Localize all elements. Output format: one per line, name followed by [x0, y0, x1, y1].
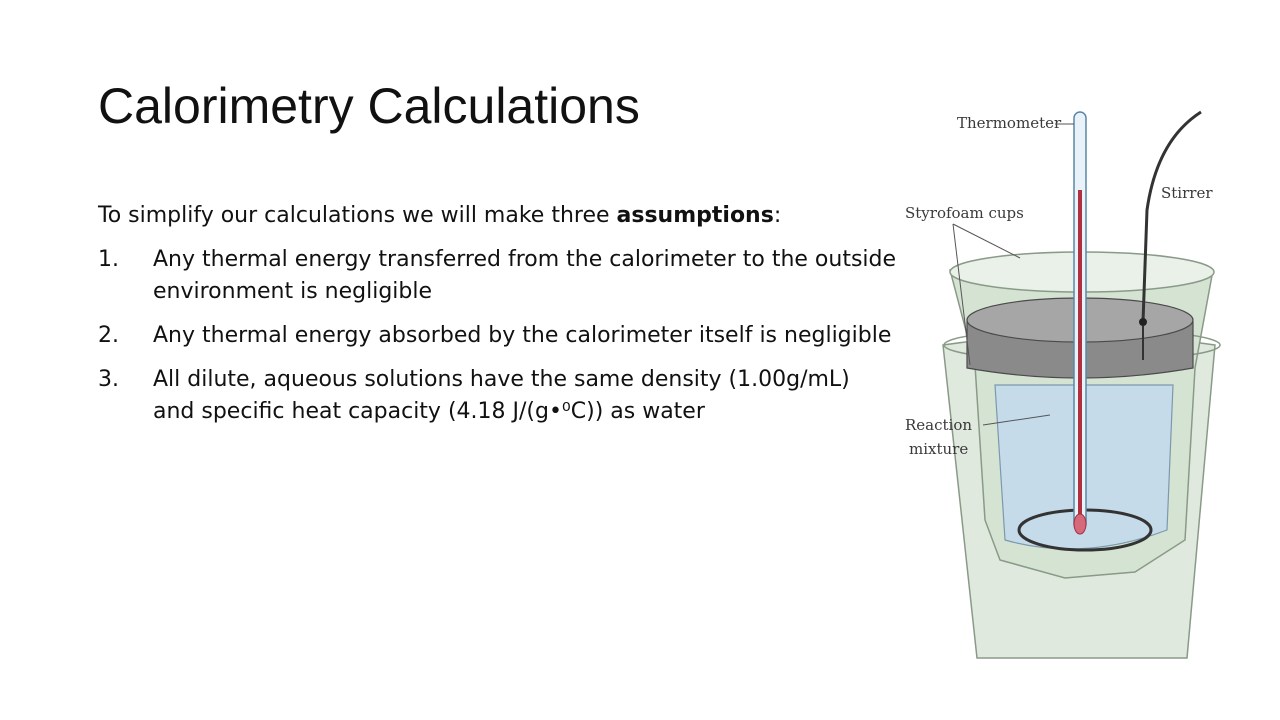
list-item-text: Any thermal energy transferred from the calorimeter to the outside environment is negligible: [153, 247, 897, 304]
slide-body: [98, 200, 898, 440]
label-reaction-1: Reaction: [905, 416, 973, 434]
leader-styrofoam-1: [953, 224, 1020, 258]
label-reaction-2: mixture: [909, 440, 969, 458]
slide-title: Calorimetry Calculations: [98, 78, 640, 134]
thermometer-mercury: [1078, 190, 1082, 520]
calorimeter-illustration: [895, 100, 1225, 660]
list-item-number: 2.: [98, 323, 119, 348]
intro-bold: assumptions: [616, 203, 774, 228]
list-item-number: 3.: [98, 367, 119, 392]
calorimeter-diagram: [895, 100, 1225, 660]
intro-prefix: To simplify our calculations we will make three: [98, 203, 617, 228]
label-thermometer: Thermometer: [957, 114, 1062, 132]
assumptions-list: [98, 244, 898, 428]
stirrer-post-top: [1139, 318, 1147, 326]
label-stirrer: Stirrer: [1161, 184, 1213, 202]
list-item-number: 1.: [98, 247, 119, 272]
list-item-text: All dilute, aqueous solutions have the same density (1.00g/mL) and specific heat capacity (4.18 J/(g•⁰C)) as water: [153, 367, 850, 424]
label-styrofoam-cups: Styrofoam cups: [905, 204, 1024, 222]
list-item-text: Any thermal energy absorbed by the calorimeter itself is negligible: [153, 323, 892, 348]
list-item: [98, 244, 898, 308]
intro-paragraph: [98, 200, 898, 232]
thermometer-bulb: [1074, 514, 1086, 534]
intro-suffix: :: [773, 203, 782, 228]
list-item: [98, 364, 898, 428]
list-item: [98, 320, 898, 352]
